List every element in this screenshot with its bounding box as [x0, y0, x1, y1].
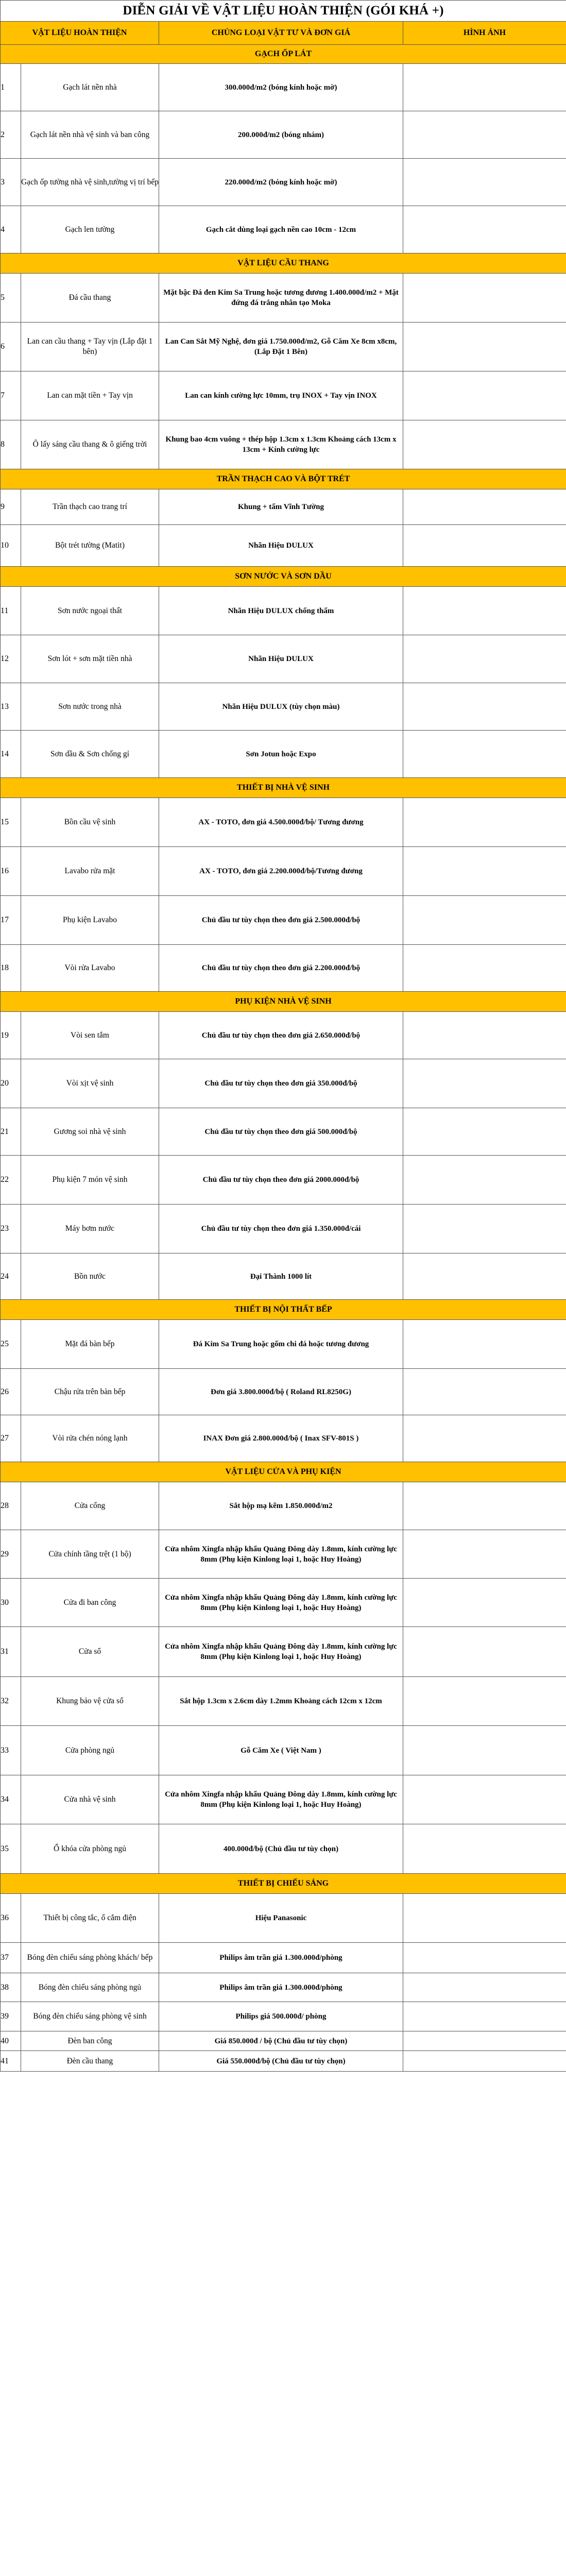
- table-row: [1, 896, 566, 945]
- row-number: 25: [1, 1320, 21, 1369]
- title-row: [1, 1, 566, 22]
- material-image-cell: [403, 1677, 566, 1726]
- row-number: 9: [1, 489, 21, 525]
- material-image-cell: [403, 1156, 566, 1205]
- header-spec: CHỦNG LOẠI VẬT TƯ VÀ ĐƠN GIÁ: [159, 22, 403, 45]
- material-name: Cửa đi ban công: [21, 1579, 159, 1627]
- material-name: Vòi sen tắm: [21, 1012, 159, 1059]
- material-spec: Chủ đầu tư tùy chọn theo đơn giá 500.000đ/bộ: [159, 1108, 403, 1156]
- material-image-cell: [403, 1726, 566, 1775]
- material-spec: Gỗ Căm Xe ( Việt Nam ): [159, 1726, 403, 1775]
- table-row: [1, 111, 566, 159]
- material-name: Lan can mặt tiền + Tay vịn: [21, 371, 159, 420]
- material-image-cell: [403, 1253, 566, 1300]
- material-spec: Nhãn Hiệu DULUX: [159, 525, 403, 567]
- table-row: [1, 731, 566, 778]
- material-name: Chậu rửa trên bàn bếp: [21, 1369, 159, 1415]
- table-row: [1, 1156, 566, 1205]
- material-spec: Đại Thành 1000 lít: [159, 1253, 403, 1300]
- row-number: 26: [1, 1369, 21, 1415]
- section-row: [1, 992, 566, 1012]
- material-name: Lan can cầu thang + Tay vịn (Lắp đặt 1 bên): [21, 323, 159, 371]
- row-number: 15: [1, 798, 21, 847]
- material-spec: Chủ đầu tư tùy chọn theo đơn giá 350.000đ/bộ: [159, 1059, 403, 1108]
- material-spec: Đơn giá 3.800.000đ/bộ ( Roland RL8250G): [159, 1369, 403, 1415]
- table-row: [1, 1482, 566, 1530]
- material-spec: Khung + tấm Vĩnh Tường: [159, 489, 403, 525]
- material-spec: Nhãn Hiệu DULUX (tùy chọn màu): [159, 683, 403, 731]
- table-row: [1, 2051, 566, 2072]
- table-row: [1, 64, 566, 111]
- material-spec: Nhãn Hiệu DULUX: [159, 635, 403, 683]
- section-title: SƠN NƯỚC VÀ SƠN DẦU: [1, 567, 566, 587]
- material-name: Máy bơm nước: [21, 1205, 159, 1253]
- material-spec: 220.000đ/m2 (bóng kính hoặc mờ): [159, 159, 403, 206]
- material-image-cell: [403, 896, 566, 945]
- material-image-cell: [403, 274, 566, 323]
- row-number: 12: [1, 635, 21, 683]
- section-title: THIẾT BỊ NỘI THẤT BẾP: [1, 1300, 566, 1320]
- material-spec: Chủ đầu tư tùy chọn theo đơn giá 2.500.000đ/bộ: [159, 896, 403, 945]
- material-name: Gạch len tường: [21, 206, 159, 253]
- table-row: [1, 1627, 566, 1677]
- row-number: 18: [1, 945, 21, 992]
- row-number: 27: [1, 1415, 21, 1462]
- table-row: [1, 1059, 566, 1108]
- row-number: 17: [1, 896, 21, 945]
- header-row: [1, 22, 566, 45]
- material-spec: Lan Can Sắt Mỹ Nghệ, đơn giá 1.750.000đ/m2, Gỗ Căm Xe 8cm x8cm, (Lắp Đặt 1 Bên): [159, 323, 403, 371]
- row-number: 23: [1, 1205, 21, 1253]
- row-number: 30: [1, 1579, 21, 1627]
- table-row: [1, 1775, 566, 1824]
- material-image-cell: [403, 2031, 566, 2051]
- material-spec: Đá Kim Sa Trung hoặc gốm chi đá hoặc tương đương: [159, 1320, 403, 1369]
- material-spec: Cửa nhôm Xingfa nhập khẩu Quảng Đông dày 1.8mm, kính cường lực 8mm (Phụ kiện Kinlong loại 1, hoặc Huy Hoàng): [159, 1775, 403, 1824]
- material-image-cell: [403, 371, 566, 420]
- row-number: 16: [1, 847, 21, 896]
- section-row: [1, 469, 566, 489]
- material-spec: Chủ đầu tư tùy chọn theo đơn giá 1.350.000đ/cái: [159, 1205, 403, 1253]
- material-name: Bóng đèn chiếu sáng phòng ngủ: [21, 1973, 159, 2002]
- material-name: Bóng đèn chiếu sáng phòng vệ sinh: [21, 2002, 159, 2031]
- section-title: THIẾT BỊ CHIẾU SÁNG: [1, 1874, 566, 1894]
- material-name: Vòi xịt vệ sinh: [21, 1059, 159, 1108]
- table-row: [1, 1894, 566, 1943]
- row-number: 8: [1, 420, 21, 469]
- table-row: [1, 1824, 566, 1874]
- section-title: TRẦN THẠCH CAO VÀ BỘT TRÉT: [1, 469, 566, 489]
- section-title: THIẾT BỊ NHÀ VỆ SINH: [1, 778, 566, 798]
- material-spec: Mặt bậc Đá đen Kim Sa Trung hoặc tương đương 1.400.000đ/m2 + Mặt đứng đá trắng nhân tạo Moka: [159, 274, 403, 323]
- table-row: [1, 274, 566, 323]
- material-spec: Cửa nhôm Xingfa nhập khẩu Quảng Đông dày 1.8mm, kính cường lực 8mm (Phụ kiện Kinlong loại 1, hoặc Huy Hoàng): [159, 1530, 403, 1579]
- material-name: Sơn nước ngoại thất: [21, 587, 159, 635]
- material-image-cell: [403, 1824, 566, 1874]
- material-spec: AX - TOTO, đơn giá 2.200.000đ/bộ/Tương đương: [159, 847, 403, 896]
- row-number: 41: [1, 2051, 21, 2072]
- material-image-cell: [403, 1530, 566, 1579]
- material-image-cell: [403, 1482, 566, 1530]
- material-image-cell: [403, 159, 566, 206]
- material-image-cell: [403, 1894, 566, 1943]
- material-spec: Lan can kính cường lực 10mm, trụ INOX + Tay vịn INOX: [159, 371, 403, 420]
- row-number: 13: [1, 683, 21, 731]
- row-number: 31: [1, 1627, 21, 1677]
- material-name: Bồn nước: [21, 1253, 159, 1300]
- row-number: 39: [1, 2002, 21, 2031]
- table-row: [1, 1415, 566, 1462]
- material-name: Đèn ban công: [21, 2031, 159, 2051]
- material-spec: Philips giá 500.000đ/ phòng: [159, 2002, 403, 2031]
- row-number: 7: [1, 371, 21, 420]
- material-image-cell: [403, 1973, 566, 2002]
- table-row: [1, 1012, 566, 1059]
- material-image-cell: [403, 1108, 566, 1156]
- table-row: [1, 371, 566, 420]
- material-spec: 300.000đ/m2 (bóng kính hoặc mờ): [159, 64, 403, 111]
- material-spec: INAX Đơn giá 2.800.000đ/bộ ( Inax SFV-801S ): [159, 1415, 403, 1462]
- row-number: 20: [1, 1059, 21, 1108]
- table-row: [1, 635, 566, 683]
- material-spec: Nhãn Hiệu DULUX chống thấm: [159, 587, 403, 635]
- section-row: [1, 567, 566, 587]
- material-name: Sơn dầu & Sơn chống gỉ: [21, 731, 159, 778]
- row-number: 38: [1, 1973, 21, 2002]
- table-row: [1, 1726, 566, 1775]
- material-image-cell: [403, 1943, 566, 1973]
- material-spec: Cửa nhôm Xingfa nhập khẩu Quảng Đông dày 1.8mm, kính cường lực 8mm (Phụ kiện Kinlong loại 1, hoặc Huy Hoàng): [159, 1579, 403, 1627]
- table-row: [1, 1253, 566, 1300]
- material-image-cell: [403, 1012, 566, 1059]
- table-row: [1, 206, 566, 253]
- page-title: DIỄN GIẢI VỀ VẬT LIỆU HOÀN THIỆN (GÓI KHÁ +): [1, 1, 566, 22]
- section-row: [1, 778, 566, 798]
- material-name: Phụ kiện Lavabo: [21, 896, 159, 945]
- material-spec: Giá 850.000đ / bộ (Chủ đầu tư tùy chọn): [159, 2031, 403, 2051]
- material-spec: Gạch cắt dùng loại gạch nền cao 10cm - 12cm: [159, 206, 403, 253]
- header-item: VẬT LIỆU HOÀN THIỆN: [1, 22, 159, 45]
- material-image-cell: [403, 635, 566, 683]
- material-name: Cửa chính tầng trệt (1 bộ): [21, 1530, 159, 1579]
- material-image-cell: [403, 731, 566, 778]
- material-image-cell: [403, 420, 566, 469]
- row-number: 24: [1, 1253, 21, 1300]
- material-image-cell: [403, 489, 566, 525]
- material-name: Trần thạch cao trang trí: [21, 489, 159, 525]
- material-image-cell: [403, 206, 566, 253]
- row-number: 3: [1, 159, 21, 206]
- table-row: [1, 1320, 566, 1369]
- material-image-cell: [403, 1369, 566, 1415]
- material-name: Đá cầu thang: [21, 274, 159, 323]
- row-number: 37: [1, 1943, 21, 1973]
- section-row: [1, 253, 566, 274]
- table-row: [1, 1943, 566, 1973]
- material-image-cell: [403, 1775, 566, 1824]
- row-number: 11: [1, 587, 21, 635]
- material-image-cell: [403, 64, 566, 111]
- material-image-cell: [403, 798, 566, 847]
- header-image: HÌNH ẢNH: [403, 22, 566, 45]
- material-name: Gạch ốp tường nhà vệ sinh,tường vị trí bếp: [21, 159, 159, 206]
- material-name: Cửa cổng: [21, 1482, 159, 1530]
- material-spec: Sắt hộp mạ kẽm 1.850.000đ/m2: [159, 1482, 403, 1530]
- material-image-cell: [403, 1205, 566, 1253]
- table-row: [1, 1677, 566, 1726]
- row-number: 21: [1, 1108, 21, 1156]
- material-name: Cửa sổ: [21, 1627, 159, 1677]
- material-name: Vòi rửa chén nóng lạnh: [21, 1415, 159, 1462]
- material-name: Sơn nước trong nhà: [21, 683, 159, 731]
- table-row: [1, 159, 566, 206]
- material-name: Cửa phòng ngủ: [21, 1726, 159, 1775]
- material-image-cell: [403, 323, 566, 371]
- table-row: [1, 525, 566, 567]
- table-row: [1, 587, 566, 635]
- material-name: Ổ khóa cửa phòng ngủ: [21, 1824, 159, 1874]
- row-number: 5: [1, 274, 21, 323]
- material-spec: Khung bao 4cm vuông + thép hộp 1.3cm x 1.3cm Khoảng cách 13cm x 13cm + Kính cường lực: [159, 420, 403, 469]
- material-image-cell: [403, 111, 566, 159]
- material-spec: Giá 550.000đ/bộ (Chủ đầu tư tùy chọn): [159, 2051, 403, 2072]
- material-name: Khung bảo vệ cửa sổ: [21, 1677, 159, 1726]
- row-number: 22: [1, 1156, 21, 1205]
- material-spec: Sơn Jotun hoặc Expo: [159, 731, 403, 778]
- table-row: [1, 1973, 566, 2002]
- material-spec: Philips âm trần giá 1.300.000đ/phòng: [159, 1973, 403, 2002]
- material-name: Cửa nhà vệ sinh: [21, 1775, 159, 1824]
- section-title: VẬT LIỆU CỬA VÀ PHỤ KIỆN: [1, 1462, 566, 1482]
- material-spec: AX - TOTO, đơn giá 4.500.000đ/bộ/ Tương đương: [159, 798, 403, 847]
- table-row: [1, 683, 566, 731]
- material-image-cell: [403, 587, 566, 635]
- section-row: [1, 1462, 566, 1482]
- row-number: 4: [1, 206, 21, 253]
- row-number: 1: [1, 64, 21, 111]
- material-image-cell: [403, 1415, 566, 1462]
- material-name: Đèn cầu thang: [21, 2051, 159, 2072]
- table-row: [1, 2002, 566, 2031]
- table-row: [1, 798, 566, 847]
- material-spec: 400.000đ/bộ (Chủ đầu tư tùy chọn): [159, 1824, 403, 1874]
- material-spec: Sắt hộp 1.3cm x 2.6cm dày 1.2mm Khoảng cách 12cm x 12cm: [159, 1677, 403, 1726]
- table-row: [1, 1205, 566, 1253]
- material-spec: Chủ đầu tư tùy chọn theo đơn giá 2.650.000đ/bộ: [159, 1012, 403, 1059]
- row-number: 19: [1, 1012, 21, 1059]
- material-image-cell: [403, 847, 566, 896]
- row-number: 35: [1, 1824, 21, 1874]
- section-row: [1, 1300, 566, 1320]
- material-name: Vòi rửa Lavabo: [21, 945, 159, 992]
- row-number: 28: [1, 1482, 21, 1530]
- row-number: 36: [1, 1894, 21, 1943]
- section-title: GẠCH ỐP LÁT: [1, 45, 566, 64]
- section-title: PHỤ KIỆN NHÀ VỆ SINH: [1, 992, 566, 1012]
- row-number: 34: [1, 1775, 21, 1824]
- material-spec: Cửa nhôm Xingfa nhập khẩu Quảng Đông dày 1.8mm, kính cường lực 8mm (Phụ kiện Kinlong loại 1, hoặc Huy Hoàng): [159, 1627, 403, 1677]
- material-name: Mặt đá bàn bếp: [21, 1320, 159, 1369]
- table-row: [1, 2031, 566, 2051]
- section-row: [1, 1874, 566, 1894]
- material-name: Bồn cầu vệ sinh: [21, 798, 159, 847]
- material-image-cell: [403, 1579, 566, 1627]
- material-spec: 200.000đ/m2 (bóng nhám): [159, 111, 403, 159]
- material-image-cell: [403, 1059, 566, 1108]
- row-number: 2: [1, 111, 21, 159]
- material-name: Sơn lót + sơn mặt tiền nhà: [21, 635, 159, 683]
- material-spec: Philips âm trần giá 1.300.000đ/phòng: [159, 1943, 403, 1973]
- table-row: [1, 420, 566, 469]
- material-spec: Chủ đầu tư tùy chọn theo đơn giá 2000.000đ/bộ: [159, 1156, 403, 1205]
- row-number: 6: [1, 323, 21, 371]
- material-name: Bột trét tường (Matit): [21, 525, 159, 567]
- material-image-cell: [403, 683, 566, 731]
- material-spec: Hiệu Panasonic: [159, 1894, 403, 1943]
- material-name: Gương soi nhà vệ sinh: [21, 1108, 159, 1156]
- table-row: [1, 323, 566, 371]
- row-number: 29: [1, 1530, 21, 1579]
- row-number: 33: [1, 1726, 21, 1775]
- row-number: 14: [1, 731, 21, 778]
- material-name: Phụ kiện 7 món vệ sinh: [21, 1156, 159, 1205]
- material-name: Lavabo rửa mặt: [21, 847, 159, 896]
- material-name: Bóng đèn chiếu sáng phòng khách/ bếp: [21, 1943, 159, 1973]
- table-row: [1, 1530, 566, 1579]
- material-image-cell: [403, 1320, 566, 1369]
- section-row: [1, 45, 566, 64]
- row-number: 32: [1, 1677, 21, 1726]
- material-name: Thiết bị công tắc, ổ cắm điện: [21, 1894, 159, 1943]
- material-image-cell: [403, 945, 566, 992]
- table-row: [1, 489, 566, 525]
- row-number: 10: [1, 525, 21, 567]
- material-image-cell: [403, 2002, 566, 2031]
- material-image-cell: [403, 2051, 566, 2072]
- material-image-cell: [403, 525, 566, 567]
- material-name: Ô lấy sáng cầu thang & ô giếng trời: [21, 420, 159, 469]
- table-row: [1, 847, 566, 896]
- table-row: [1, 945, 566, 992]
- row-number: 40: [1, 2031, 21, 2051]
- table-row: [1, 1579, 566, 1627]
- material-name: Gạch lát nền nhà: [21, 64, 159, 111]
- table-row: [1, 1369, 566, 1415]
- material-spec: Chủ đầu tư tùy chọn theo đơn giá 2.200.000đ/bộ: [159, 945, 403, 992]
- table-row: [1, 1108, 566, 1156]
- material-image-cell: [403, 1627, 566, 1677]
- section-title: VẬT LIỆU CẦU THANG: [1, 253, 566, 274]
- material-name: Gạch lát nền nhà vệ sinh và ban công: [21, 111, 159, 159]
